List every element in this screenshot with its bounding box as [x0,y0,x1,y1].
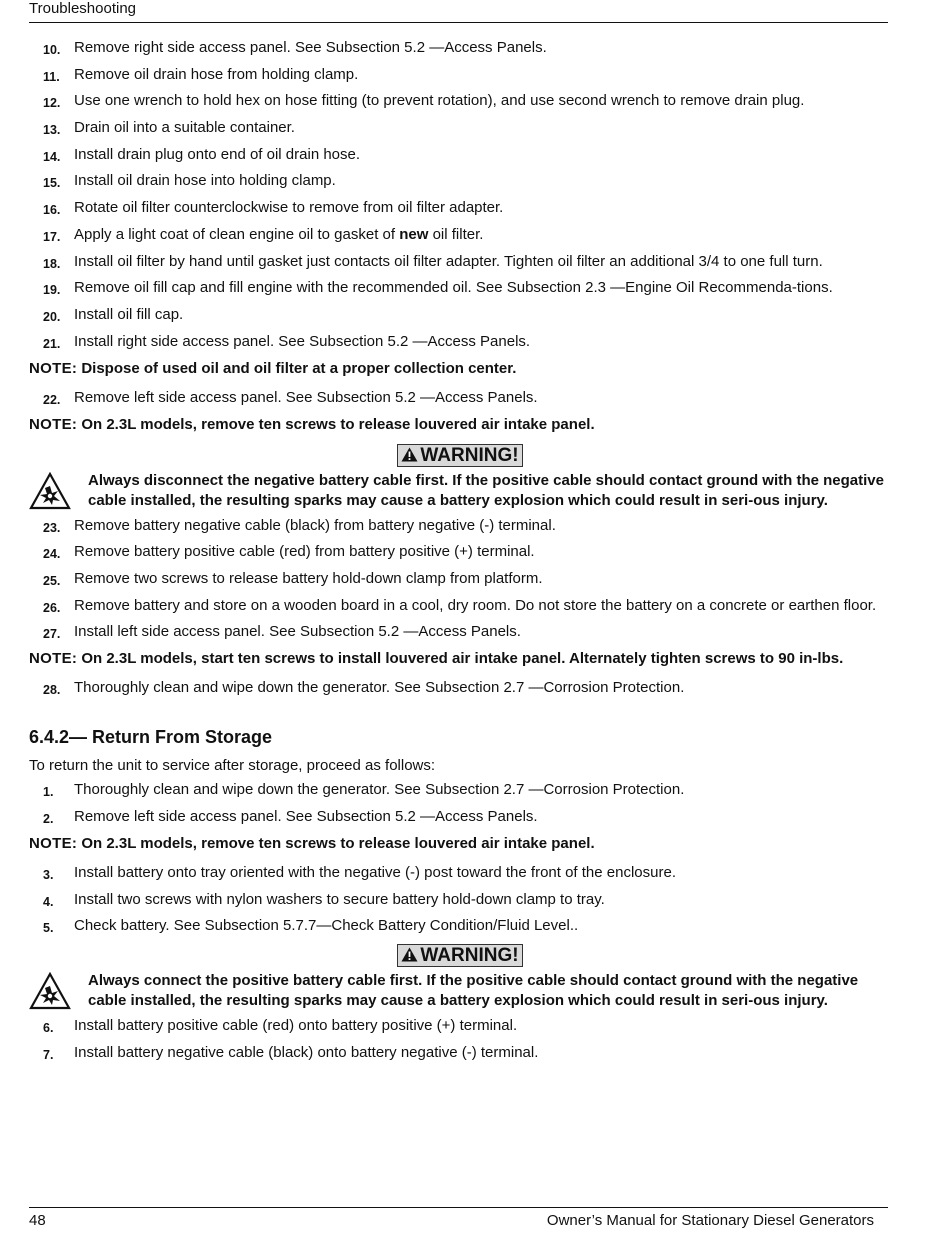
step-text-emphasis: new [399,225,429,243]
list-item [29,569,891,591]
steps-list-e [29,780,891,829]
list-item [29,678,891,700]
step-number: 17. [43,229,61,244]
note-text: On 2.3L models, remove ten screws to release louvered air intake panel. [81,835,595,852]
list-item [29,916,891,938]
list-item [29,542,891,564]
step-number: 24. [43,547,61,562]
step-number: 2. [43,812,54,826]
step-number: 15. [43,176,61,191]
warning-body [29,971,891,1014]
warning-text: Always connect the positive battery cable first. If the positive cable should contact ground with the negative cable installed, the resulting sparks may cause a battery explosion which could result in seri-ous injury. [88,972,859,1010]
step-text: Remove left side access panel. See Subsection 5.2 —Access Panels. [74,808,538,825]
list-item [29,596,891,618]
step-text: Install oil fill cap. [74,305,184,323]
explosion-hazard-icon [29,471,88,514]
list-item [29,388,891,410]
step-number: 22. [43,392,61,407]
step-text: Use one wrench to hold hex on hose fitting (to prevent rotation), and use second wrench to remove drain plug. [74,92,805,110]
list-item [29,890,891,912]
note [29,649,891,669]
step-number: 27. [43,627,61,642]
step-text: Remove oil drain hose from holding clamp. [74,65,359,83]
step-text: Remove oil fill cap and fill engine with the recommended oil. See Subsection 2.3 —Engine Oil Recommenda-tions. [74,279,833,297]
steps-list-d [29,678,891,700]
note-text: On 2.3L models, remove ten screws to release louvered air intake panel. [81,415,595,433]
page-number: 48 [29,1212,46,1229]
list-item [29,145,891,167]
list-item [29,171,891,193]
list-item [29,332,891,354]
warning-body [29,471,891,514]
step-number: 16. [43,203,61,218]
list-item [29,863,891,885]
steps-list-c [29,516,891,645]
step-text: Install left side access panel. See Subsection 5.2 —Access Panels. [74,623,521,641]
warning-badge [397,944,522,967]
step-number: 25. [43,573,61,588]
note-label: NOTE: [29,359,78,377]
step-text: Drain oil into a suitable container. [74,119,295,137]
page-footer [29,1207,888,1229]
list-item [29,38,891,60]
warning-triangle-icon [401,947,418,962]
step-number: 21. [43,336,61,351]
note [29,359,891,379]
steps-list-g [29,1016,891,1065]
step-number: 12. [43,96,61,111]
list-item [29,622,891,644]
explosion-hazard-icon [29,971,88,1014]
step-text: Remove two screws to release battery hold-down clamp from platform. [74,569,543,587]
steps-list-f [29,863,891,938]
warning-badge-label: WARNING! [420,945,519,967]
step-number: 18. [43,256,61,271]
step-text: Remove battery positive cable (red) from battery positive (+) terminal. [74,543,535,561]
steps-list-a [29,38,891,354]
step-text: Remove left side access panel. See Subsection 5.2 —Access Panels. [74,388,538,406]
list-item [29,516,891,538]
warning-badge-label: WARNING! [420,444,519,466]
step-number: 20. [43,309,61,324]
note [29,415,891,435]
step-number: 28. [43,683,61,698]
section-intro: To return the unit to service after storage, proceed as follows: [29,757,436,775]
page-header [29,0,888,23]
step-number: 19. [43,283,61,298]
step-number: 6. [43,1021,54,1036]
note-label: NOTE: [29,835,78,852]
step-text: Install two screws with nylon washers to secure battery hold-down clamp to tray. [74,890,605,908]
step-number: 23. [43,520,61,535]
step-number: 4. [43,894,54,909]
section-title: 6.4.2— Return From Storage [29,727,273,748]
header-title: Troubleshooting [29,0,137,17]
warning-text: Always disconnect the negative battery cable first. If the positive cable should contact ground with the negative cable installed, the resulting sparks may cause a battery explosion which could result in seri-ous injury. [88,471,884,509]
step-text: Install oil filter by hand until gasket just contacts oil filter adapter. Tighten oil filter an additional 3/4 to one full turn. [74,252,823,270]
step-number: 13. [43,123,61,138]
list-item [29,278,891,300]
list-item [29,1043,891,1065]
list-item [29,225,891,247]
step-text: Install battery onto tray oriented with the negative (-) post toward the front of the enclosure. [74,864,676,881]
list-item [29,65,891,87]
step-number: 7. [43,1048,54,1063]
step-number: 11. [43,69,60,84]
list-item [29,91,891,113]
list-item [29,807,891,829]
note-label: NOTE: [29,650,78,668]
step-text: Check battery. See Subsection 5.7.7—Check Battery Condition/Fluid Level.. [74,917,579,935]
step-text: Install battery positive cable (red) onto battery positive (+) terminal. [74,1017,518,1035]
note-text: Dispose of used oil and oil filter at a proper collection center. [81,359,517,377]
list-item [29,1016,891,1038]
warning-triangle-icon [401,447,418,462]
step-number: 3. [43,868,54,882]
step-text: Remove right side access panel. See Subsection 5.2 —Access Panels. [74,39,547,56]
step-text: Install drain plug onto end of oil drain hose. [74,145,361,163]
list-item [29,305,891,327]
warning-header [29,444,891,467]
step-text: Install battery negative cable (black) onto battery negative (-) terminal. [74,1044,539,1062]
step-text [74,225,891,247]
warning-header [29,944,891,967]
manual-title: Owner’s Manual for Stationary Diesel Generators [546,1212,874,1229]
step-text: Thoroughly clean and wipe down the generator. See Subsection 2.7 —Corrosion Protection. [74,679,685,697]
step-text: Install oil drain hose into holding clamp. [74,172,336,190]
step-number: 5. [43,921,54,936]
step-text-pre: Apply a light coat of clean engine oil to gasket of [74,225,400,243]
note-text: On 2.3L models, start ten screws to install louvered air intake panel. Alternately tighten screws to 90 in-lbs. [81,650,844,668]
list-item [29,198,891,220]
list-item [29,252,891,274]
step-text: Thoroughly clean and wipe down the generator. See Subsection 2.7 —Corrosion Protection. [74,781,685,799]
step-text: Remove battery negative cable (black) from battery negative (-) terminal. [74,516,556,534]
steps-list-b [29,388,891,410]
step-text: Remove battery and store on a wooden board in a cool, dry room. Do not store the battery on a concrete or earthen floor. [74,596,877,614]
warning-badge [397,444,522,467]
note-label: NOTE: [29,415,78,433]
step-number: 26. [43,600,61,615]
page-content [29,38,891,1070]
step-text: Install right side access panel. See Subsection 5.2 —Access Panels. [74,332,531,350]
step-number: 10. [43,43,61,57]
note [29,834,891,854]
list-item [29,780,891,802]
step-text: Rotate oil filter counterclockwise to remove from oil filter adapter. [74,199,504,217]
step-number: 1. [43,785,54,800]
list-item [29,118,891,140]
step-number: 14. [43,149,61,164]
step-text-post: oil filter. [428,225,484,243]
